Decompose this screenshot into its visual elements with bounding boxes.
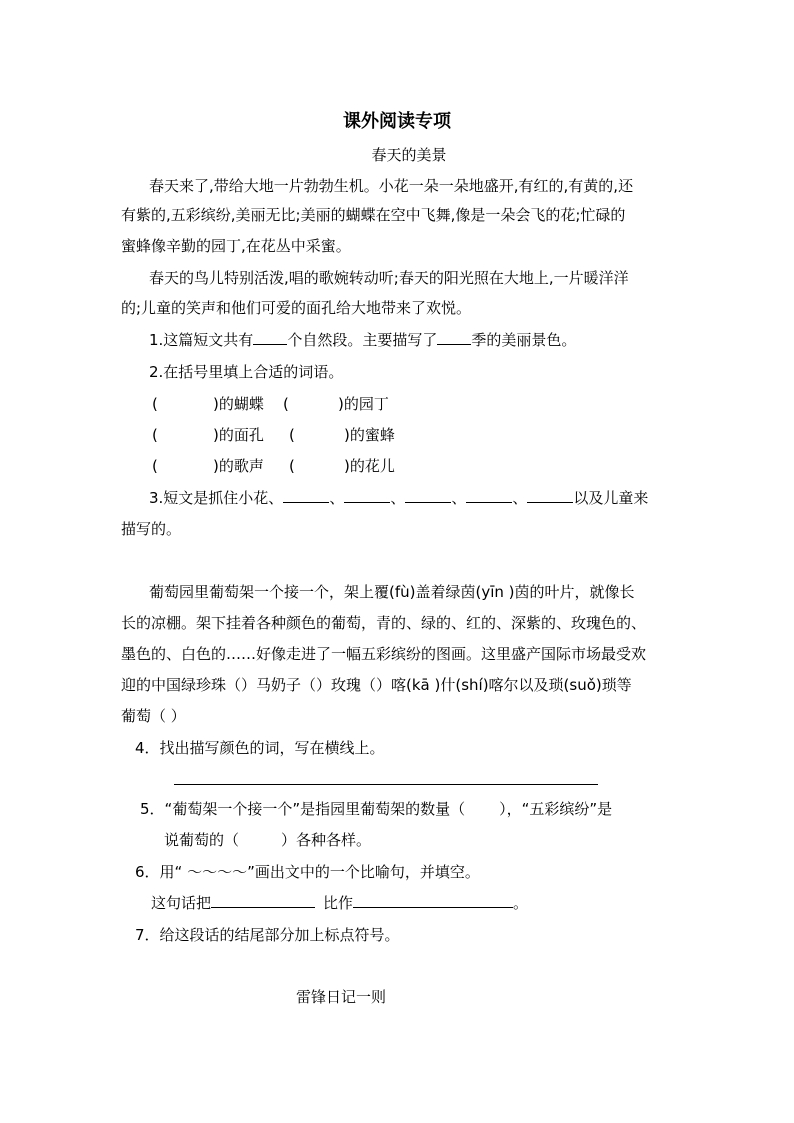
question-5-cont: 说葡萄的（ ）各种各样。: [164, 831, 372, 849]
fill-word: )的歌声: [213, 457, 264, 475]
answer-blank[interactable]: [211, 893, 315, 908]
passage2-line: 墨色的、白色的……好像走进了一幅五彩缤纷的图画。这里盛产国际市场最受欢: [121, 645, 647, 663]
answer-blank[interactable]: [466, 488, 512, 503]
question-1: 1.这篇短文共有 个自然段。主要描写了 季的美丽景色。: [149, 331, 577, 349]
fill-word: )的蜜蜂: [344, 426, 395, 444]
question-2: 2.在括号里填上合适的词语。: [149, 363, 344, 381]
answer-blank[interactable]: [527, 488, 573, 503]
fill-paren: (: [283, 395, 289, 413]
fill-paren: (: [152, 426, 158, 444]
question-6-fill: 这句话把 比作 。: [151, 894, 529, 912]
answer-blank[interactable]: [344, 488, 390, 503]
fill-word: )的蝴蝶: [213, 395, 264, 413]
passage1-title: 春天的美景: [371, 146, 447, 164]
passage2-line: 葡萄（ ）: [121, 707, 186, 725]
question-3: 3.短文是抓住小花、 、 、 、 、 以及儿童来: [149, 489, 649, 507]
fill-paren: (: [152, 457, 158, 475]
question-3-cont: 描写的。: [121, 520, 182, 538]
fill-paren: (: [152, 395, 158, 413]
answer-blank[interactable]: [353, 893, 513, 908]
fill-paren: (: [289, 426, 295, 444]
passage2-line: 长的凉棚。架下挂着各种颜色的葡萄，青的、绿的、红的、深紫的、玫瑰色的、: [121, 614, 647, 632]
fill-paren: (: [289, 457, 295, 475]
passage2-line: 葡萄园里葡萄架一个接一个，架上覆(fù)盖着绿茵(yīn )茵的叶片，就像长: [149, 583, 635, 601]
answer-blank[interactable]: [405, 488, 451, 503]
passage2-line: 迎的中国绿珍珠（）马奶子（）玫瑰（）喀(kā )什(shí)喀尔以及琐(suǒ)琐等: [121, 676, 632, 694]
fill-word: )的花儿: [344, 457, 395, 475]
question-7: 7．给这段话的结尾部分加上标点符号。: [135, 926, 400, 944]
passage1-line: 春天来了,带给大地一片勃勃生机。小花一朵一朵地盛开,有红的,有黄的,还: [149, 177, 634, 195]
question-4: 4．找出描写颜色的词，写在横线上。: [135, 739, 385, 757]
passage1-line: 有紫的,五彩缤纷,美丽无比;美丽的蝴蝶在空中飞舞,像是一朵会飞的花;忙碌的: [121, 206, 626, 224]
fill-word: )的园丁: [338, 395, 389, 413]
passage3-title: 雷锋日记一则: [296, 988, 387, 1006]
answer-blank[interactable]: [253, 330, 287, 345]
answer-blank[interactable]: [283, 488, 329, 503]
answer-line[interactable]: [174, 784, 598, 785]
answer-blank[interactable]: [437, 330, 471, 345]
passage1-line: 蜜蜂像辛勤的园丁,在花丛中采蜜。: [121, 237, 351, 255]
question-5: 5．“葡萄架一个接一个”是指园里葡萄架的数量（ ），“五彩缤纷”是: [140, 800, 613, 818]
passage1-line: 春天的鸟儿特别活泼,唱的歌婉转动听;春天的阳光照在大地上,一片暖洋洋: [149, 269, 629, 287]
fill-word: )的面孔: [213, 426, 264, 444]
passage1-line: 的;儿童的笑声和他们可爱的面孔给大地带来了欢悦。: [121, 299, 472, 317]
page-title: 课外阅读专项: [343, 111, 451, 132]
question-6: 6．用“ ～～～～”画出文中的一个比喻句，并填空。: [135, 863, 480, 881]
